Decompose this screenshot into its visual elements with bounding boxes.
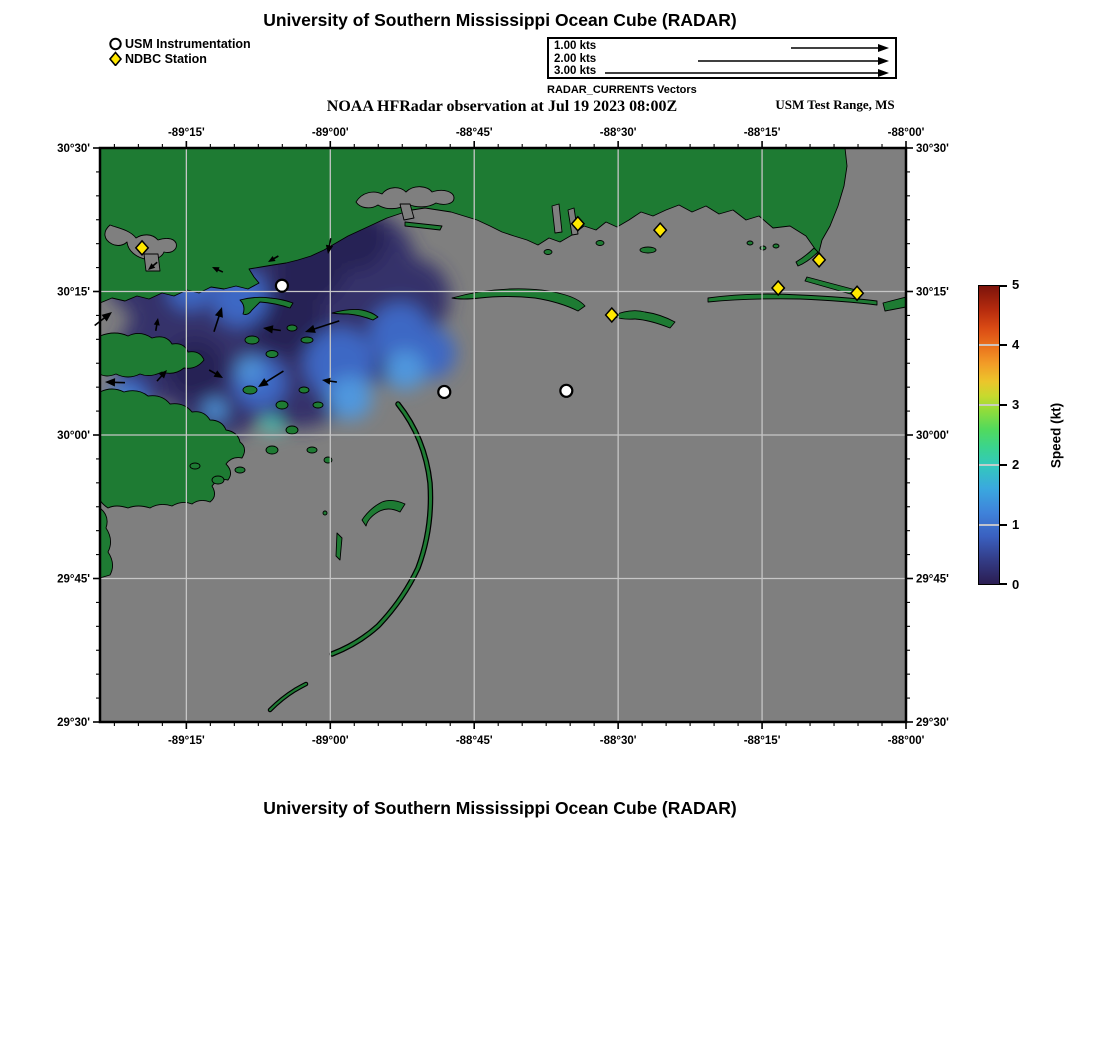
vector-scale-label: 1.00 kts: [554, 40, 597, 52]
marsh-islet: [286, 426, 298, 434]
colorbar-inner-line: [979, 464, 999, 466]
vector-scale-arrow: [605, 68, 890, 78]
usm-instrument-marker: [276, 280, 288, 292]
map: [57, 127, 949, 747]
marsh-islet: [276, 401, 288, 409]
marsh-islet: [266, 446, 278, 454]
colorbar-tick-label: 1: [1012, 517, 1020, 532]
marsh-islet: [212, 476, 224, 484]
colorbar-inner-line: [979, 344, 999, 346]
marsh-islet: [243, 386, 257, 394]
colorbar-tick: [1000, 464, 1007, 466]
legend-item-usm: [108, 36, 251, 51]
legend-label-ndbc: NDBC Station: [125, 51, 207, 66]
colorbar-tick: [1000, 583, 1007, 585]
colorbar-tick: [1000, 404, 1007, 406]
speed-field-blob: [264, 417, 280, 433]
colorbar-tick: [1000, 524, 1007, 526]
ndbc-diamond-icon: [108, 51, 123, 66]
x-tick-label-bottom: -88°15': [743, 735, 781, 747]
x-tick-label-bottom: -88°00': [887, 735, 925, 747]
marsh-islet: [245, 336, 259, 344]
speed-field-blob: [237, 357, 263, 383]
y-tick-label-right: 30°00': [916, 430, 949, 442]
small-island: [544, 250, 552, 255]
colorbar-tick-label: 2: [1012, 457, 1020, 472]
colorbar: [978, 277, 1100, 592]
x-tick-label-top: -88°45': [455, 127, 493, 139]
x-tick-label-bottom: -89°00': [311, 735, 349, 747]
colorbar-gradient: [978, 285, 1000, 585]
page-title-bottom: University of Southern Mississippi Ocean Cube (RADAR): [263, 798, 737, 818]
marsh-islet: [301, 337, 313, 343]
legend-item-ndbc: [108, 51, 251, 66]
legend-label-usm: USM Instrumentation: [125, 36, 251, 51]
marsh-islet: [313, 402, 323, 408]
colorbar-tick-label: 5: [1012, 277, 1020, 292]
y-tick-label-left: 29°45': [57, 573, 90, 586]
marsh-islet: [235, 467, 245, 473]
x-tick-label-top: -89°15': [167, 127, 205, 139]
x-tick-label-top: -88°15': [743, 127, 781, 139]
round-island: [596, 241, 604, 246]
marsh-islet: [266, 351, 278, 358]
colorbar-tick-label: 4: [1012, 337, 1020, 352]
colorbar-tick: [1000, 344, 1007, 346]
x-tick-label-bottom: -88°30': [599, 735, 637, 747]
x-tick-label-top: -89°00': [311, 127, 349, 139]
y-tick-label-left: 30°30': [57, 143, 90, 155]
y-tick-label-right: 30°30': [916, 143, 949, 155]
y-tick-label-right: 29°30': [916, 717, 949, 729]
speed-field-blob: [328, 376, 372, 420]
vector-scale-label: 2.00 kts: [554, 52, 597, 65]
small-island: [760, 246, 766, 250]
x-tick-label-top: -88°30': [599, 127, 637, 139]
vector-scale-box: [547, 37, 897, 79]
y-tick-label-left: 30°00': [57, 430, 90, 442]
vector-scale-label: 3.00 kts: [554, 65, 597, 77]
usm-instrument-marker: [560, 385, 572, 397]
small-island: [773, 244, 779, 248]
speed-field-blob: [385, 350, 425, 390]
vector-scale-arrow: [791, 43, 890, 53]
colorbar-inner-line: [979, 404, 999, 406]
vector-scale-caption: RADAR_CURRENTS Vectors: [547, 84, 697, 96]
lagoon-dot: [323, 511, 327, 515]
marsh-islet: [190, 463, 200, 469]
y-tick-label-right: 30°15': [916, 286, 949, 299]
colorbar-inner-line: [979, 524, 999, 526]
x-tick-label-top: -88°00': [887, 127, 925, 139]
x-tick-label-bottom: -88°45': [455, 735, 493, 747]
marsh-islet: [299, 387, 309, 393]
observation-subtitle: NOAA HFRadar observation at Jul 19 2023 08:00Z: [326, 98, 678, 115]
marsh-islet: [307, 447, 317, 453]
y-tick-label-left: 29°30': [57, 717, 90, 729]
colorbar-tick-label: 3: [1012, 397, 1020, 412]
small-island: [747, 241, 753, 245]
colorbar-tick-label: 0: [1012, 577, 1020, 592]
y-tick-label-right: 29°45': [916, 573, 949, 586]
marker-legend: [108, 36, 251, 66]
colorbar-label: Speed (kt): [1048, 402, 1064, 469]
map-plot: [57, 127, 949, 747]
usm-instrument-marker: [438, 386, 450, 398]
colorbar-tick: [1000, 285, 1007, 287]
vector-scale-arrow: [698, 56, 890, 66]
marsh-islet: [287, 325, 297, 331]
vector-scale-head: [878, 69, 889, 77]
x-tick-label-bottom: -89°15': [167, 735, 205, 747]
usm-circle-icon: [108, 36, 123, 51]
vector-scale-head: [878, 44, 889, 52]
y-tick-label-left: 30°15': [57, 286, 90, 299]
region-label: USM Test Range, MS: [775, 97, 895, 112]
page-title: University of Southern Mississippi Ocean Cube (RADAR): [263, 10, 737, 30]
vector-scale-head: [878, 57, 889, 65]
small-island: [640, 247, 656, 253]
